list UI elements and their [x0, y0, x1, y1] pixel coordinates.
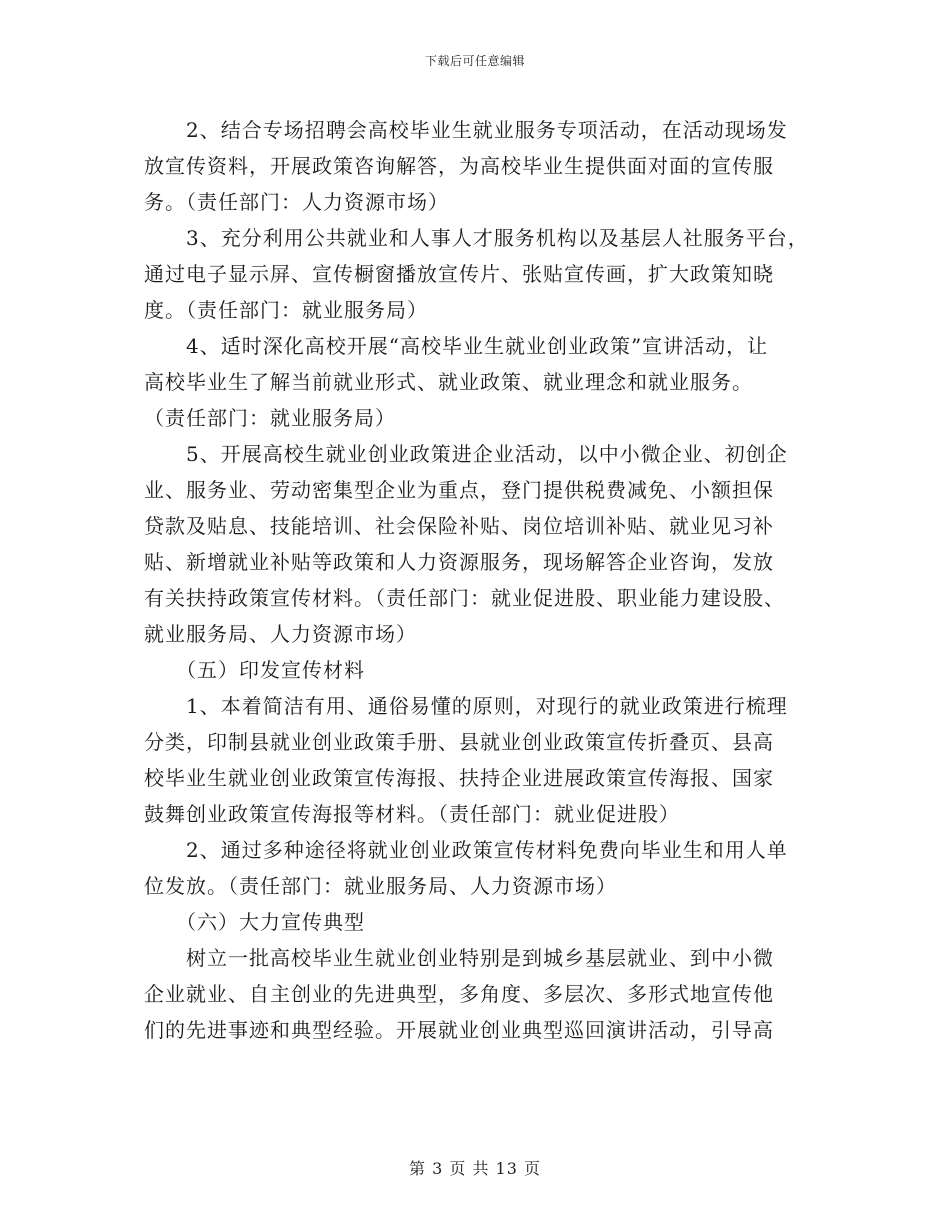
page-header: 下载后可任意编辑 — [424, 54, 525, 68]
text-line: 通过电子显示屏、宣传橱窗播放宣传片、张贴宣传画，扩大政策知晓 — [144, 262, 774, 286]
text-line: 企业就业、自主创业的先进典型，多角度、多层次、多形式地宣传他 — [144, 982, 774, 1006]
document-body — [144, 112, 810, 1048]
text-line: 务。（责任部门：人力资源市场） — [144, 190, 449, 214]
text-line: 位发放。（责任部门：就业服务局、人力资源市场） — [144, 874, 617, 898]
text-line: 3、充分利用公共就业和人事人才服务机构以及基层人社服务平台， — [144, 226, 809, 250]
text-line: （六）大力宣传典型 — [144, 910, 365, 934]
text-line: 有关扶持政策宣传材料。（责任部门：就业促进股、职业能力建设股、 — [144, 586, 785, 610]
text-line: 2、结合专场招聘会高校毕业生就业服务专项活动，在活动现场发 — [144, 118, 788, 142]
text-line: （五）印发宣传材料 — [144, 658, 365, 682]
text-line: 5、开展高校生就业创业政策进企业活动，以中小微企业、初创企 — [144, 442, 788, 466]
text-line: 度。（责任部门：就业服务局） — [144, 298, 428, 322]
text-line: 鼓舞创业政策宣传海报等材料。（责任部门：就业促进股） — [144, 802, 680, 826]
text-line: （责任部门：就业服务局） — [144, 406, 396, 430]
text-line: 们的先进事迹和典型经验。开展就业创业典型巡回演讲活动，引导高 — [144, 1018, 774, 1042]
text-line: 校毕业生就业创业政策宣传海报、扶持企业进展政策宣传海报、国家 — [144, 766, 774, 790]
text-line: 高校毕业生了解当前就业形式、就业政策、就业理念和就业服务。 — [144, 370, 753, 394]
text-line: 树立一批高校毕业生就业创业特别是到城乡基层就业、到中小微 — [144, 946, 774, 970]
text-line: 贴、新增就业补贴等政策和人力资源服务，现场解答企业咨询，发放 — [144, 550, 774, 574]
text-line: 4、适时深化高校开展“高校毕业生就业创业政策”宣讲活动，让 — [144, 334, 769, 358]
text-line: 业、服务业、劳动密集型企业为重点，登门提供税费减免、小额担保 — [144, 478, 774, 502]
text-line: 分类，印制县就业创业政策手册、县就业创业政策宣传折叠页、县高 — [144, 730, 774, 754]
page-footer: 第 3 页 共 13 页 — [409, 1159, 541, 1178]
text-line: 就业服务局、人力资源市场） — [144, 622, 417, 646]
text-line: 放宣传资料，开展政策咨询解答，为高校毕业生提供面对面的宣传服 — [144, 154, 774, 178]
text-line: 2、通过多种途径将就业创业政策宣传材料免费向毕业生和用人单 — [144, 838, 788, 862]
text-line: 1、本着简洁有用、通俗易懂的原则，对现行的就业政策进行梳理 — [144, 694, 788, 718]
text-line: 贷款及贴息、技能培训、社会保险补贴、岗位培训补贴、就业见习补 — [144, 514, 774, 538]
